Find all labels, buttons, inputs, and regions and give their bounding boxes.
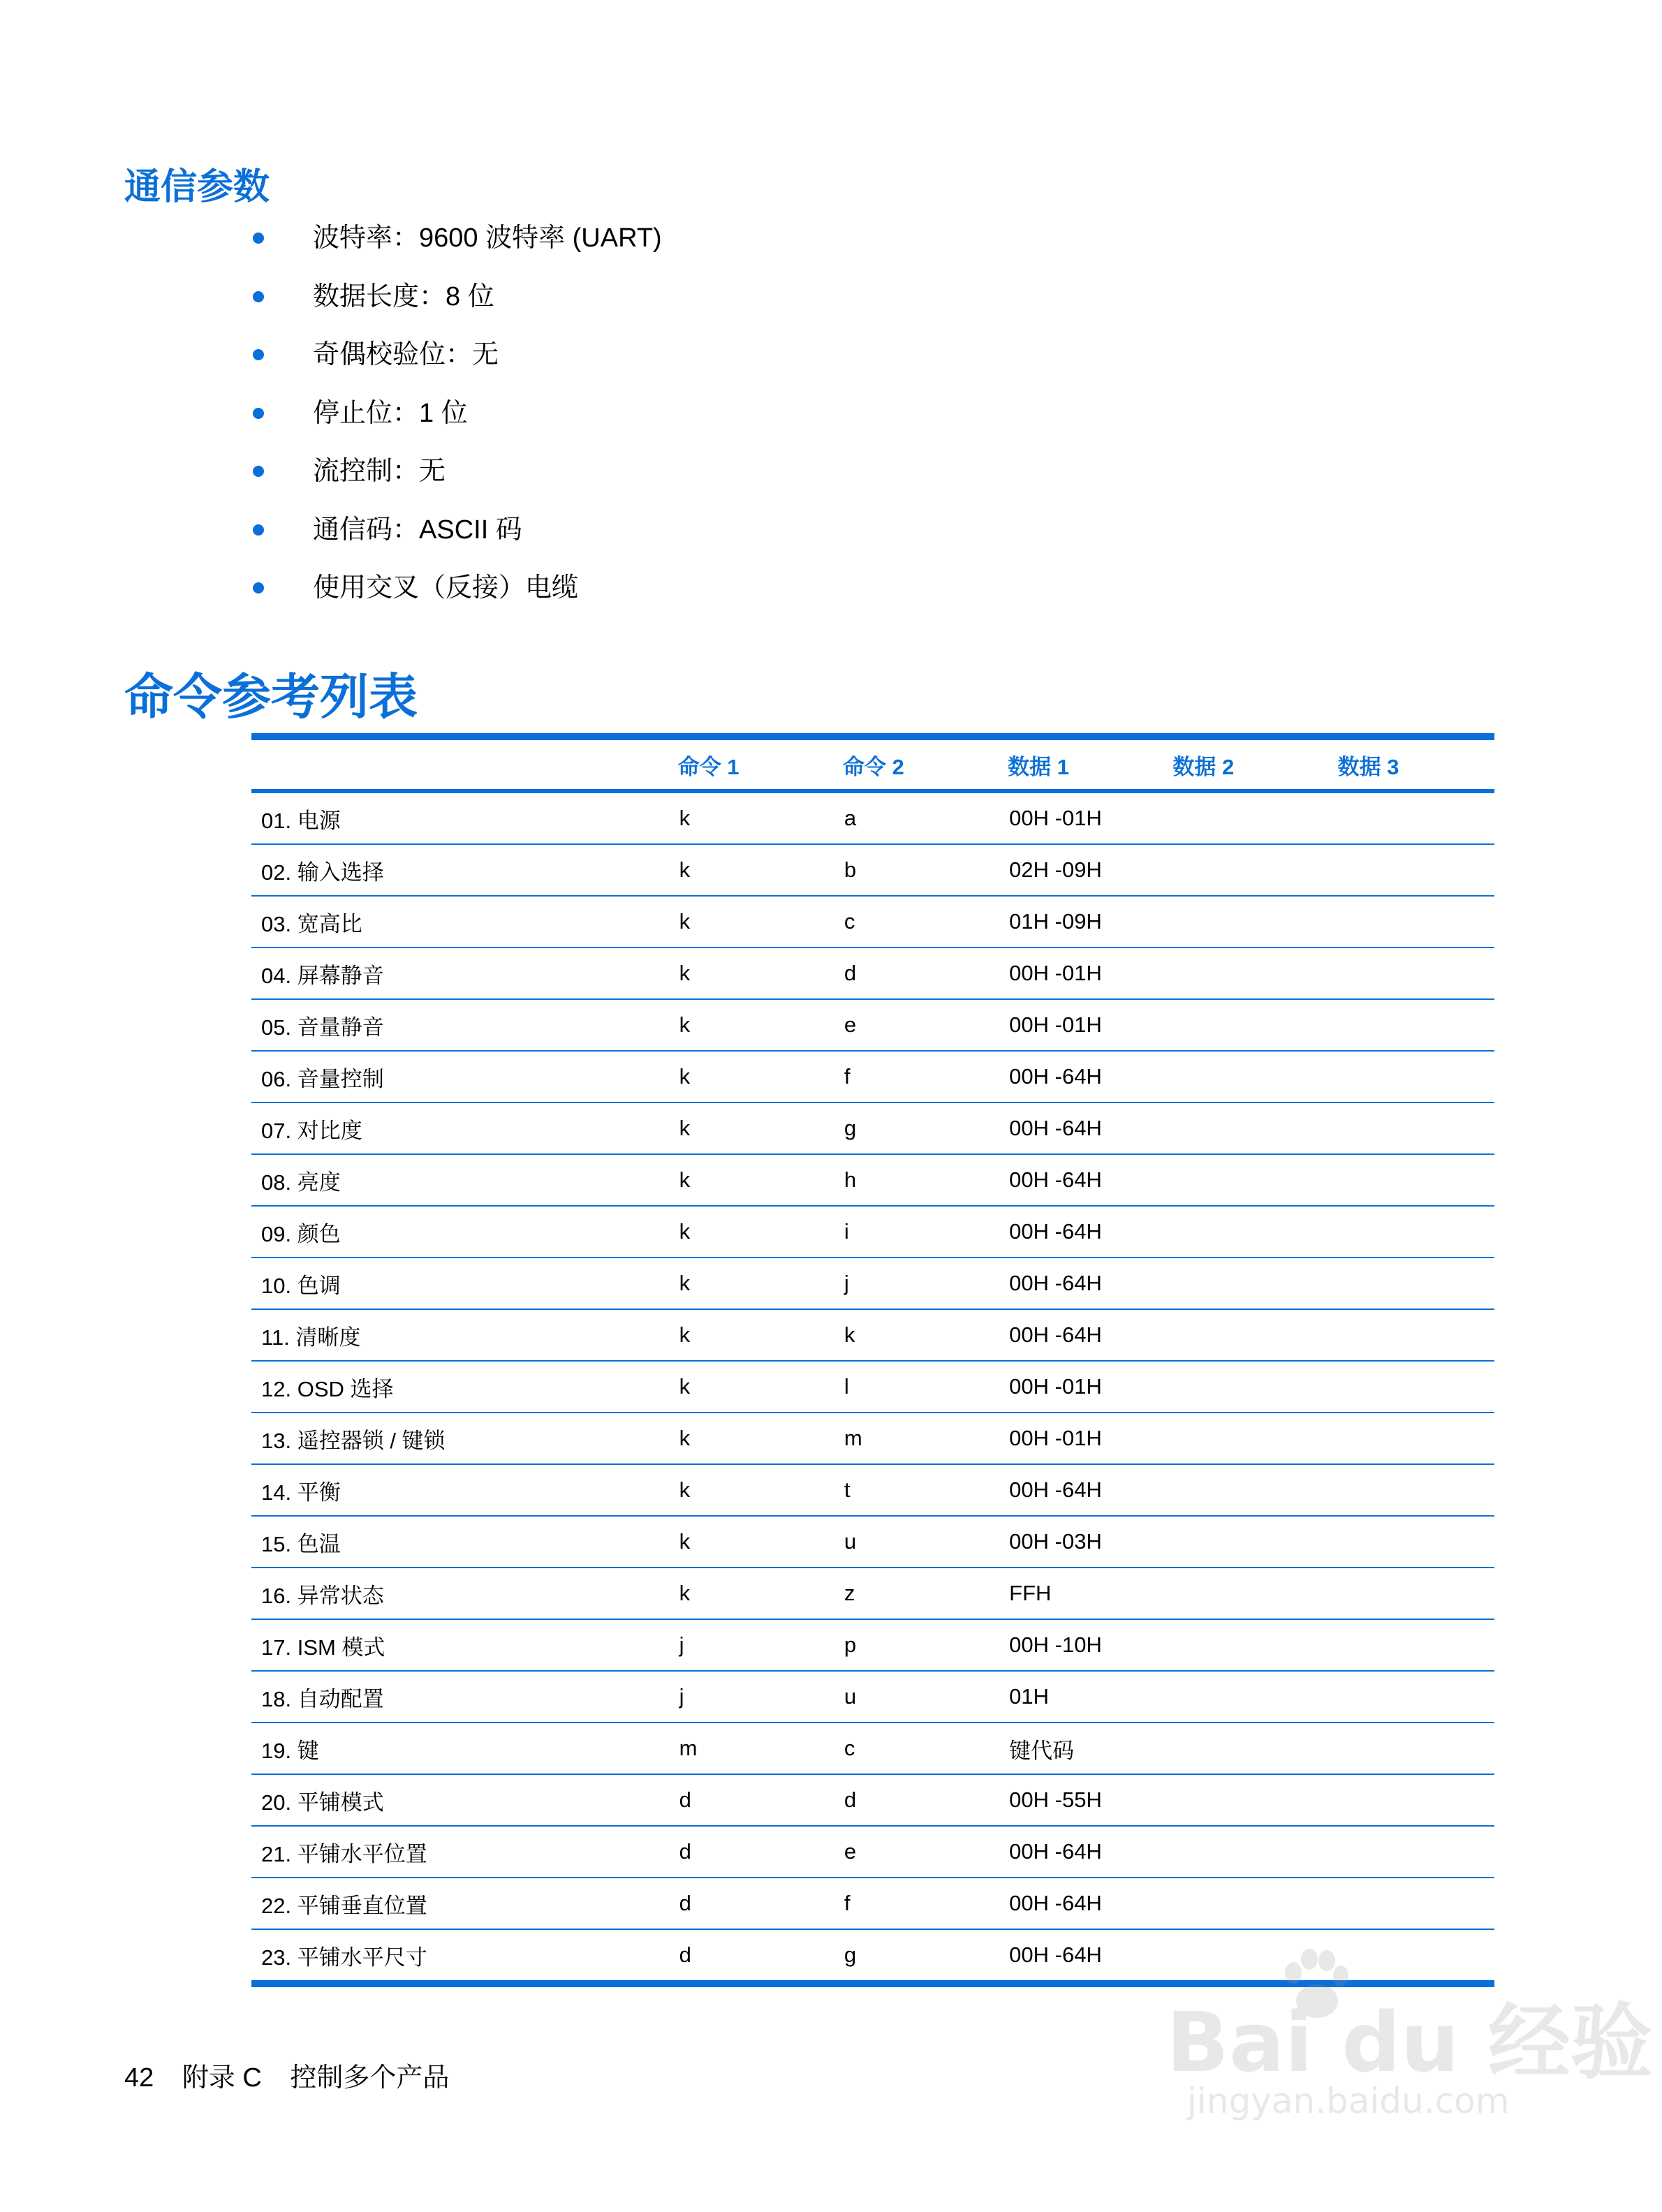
cell-data3 — [1330, 1671, 1494, 1723]
cell-data3 — [1330, 1619, 1494, 1671]
command-table — [251, 740, 1494, 1980]
cell-cmd2: t — [834, 1464, 999, 1516]
cell-name: 07. 对比度 — [251, 1103, 670, 1154]
cell-cmd2: g — [834, 1103, 999, 1154]
cell-cmd2: f — [834, 1878, 999, 1929]
cell-cmd1: k — [670, 1516, 834, 1568]
cell-name: 13. 遥控器锁 / 键锁 — [251, 1413, 670, 1464]
cell-data3 — [1330, 1516, 1494, 1568]
cell-cmd1: k — [670, 1206, 834, 1258]
cell-data2 — [1164, 999, 1329, 1051]
table-row — [251, 1361, 1494, 1413]
cell-cmd1: d — [670, 1878, 834, 1929]
cell-data3 — [1330, 1826, 1494, 1878]
cell-data2 — [1164, 1568, 1329, 1619]
cell-data1: 00H -64H — [999, 1103, 1164, 1154]
cell-data3 — [1330, 844, 1494, 896]
bullet-icon — [253, 582, 264, 593]
table-row — [251, 1774, 1494, 1826]
list-item: 数据长度：8 位 — [313, 279, 494, 314]
cell-cmd1: j — [670, 1671, 834, 1723]
cell-data3 — [1330, 1309, 1494, 1361]
table-row — [251, 948, 1494, 999]
cell-cmd1: k — [670, 1309, 834, 1361]
cell-cmd1: k — [670, 1103, 834, 1154]
cell-data1: 00H -55H — [999, 1774, 1164, 1826]
watermark — [1166, 1948, 1653, 2130]
appendix-label: 附录 C — [182, 2063, 262, 2093]
cell-data2 — [1164, 1206, 1329, 1258]
cell-data2 — [1164, 1258, 1329, 1309]
cell-cmd1: k — [670, 999, 834, 1051]
cell-cmd1: d — [670, 1774, 834, 1826]
header-cell-cmd2: 命令 2 — [842, 754, 904, 779]
cell-data2 — [1164, 1516, 1329, 1568]
header-cell-cmd1: 命令 1 — [677, 754, 740, 779]
cell-data3 — [1330, 1051, 1494, 1103]
cell-data1: FFH — [999, 1568, 1164, 1619]
cell-cmd2: z — [834, 1568, 999, 1619]
cell-cmd1: k — [670, 1464, 834, 1516]
bullet-icon — [253, 349, 264, 360]
cell-data3 — [1330, 1878, 1494, 1929]
cell-name: 22. 平铺垂直位置 — [251, 1878, 670, 1929]
cell-name: 03. 宽高比 — [251, 896, 670, 948]
cell-cmd1: k — [670, 948, 834, 999]
cell-data1: 00H -64H — [999, 1826, 1164, 1878]
cell-name: 18. 自动配置 — [251, 1671, 670, 1723]
header-cell-name — [251, 740, 670, 791]
header-cell-data3: 数据 3 — [1337, 754, 1399, 779]
cell-data3 — [1330, 1568, 1494, 1619]
cell-cmd2: b — [834, 844, 999, 896]
header-cell-data2: 数据 2 — [1172, 754, 1235, 779]
cell-cmd2: u — [834, 1516, 999, 1568]
cell-cmd2: c — [834, 896, 999, 948]
cell-name: 01. 电源 — [251, 791, 670, 844]
cell-name: 04. 屏幕静音 — [251, 948, 670, 999]
bullet-icon — [253, 408, 264, 419]
cell-data3 — [1330, 1206, 1494, 1258]
watermark-url: jingyan.baidu.com — [1187, 2081, 1510, 2121]
cell-cmd2: j — [834, 1258, 999, 1309]
cell-data3 — [1330, 1723, 1494, 1774]
cell-data3 — [1330, 948, 1494, 999]
cell-data2 — [1164, 1051, 1329, 1103]
cell-data1: 00H -01H — [999, 1413, 1164, 1464]
command-table-body — [251, 791, 1494, 1980]
cell-name: 08. 亮度 — [251, 1154, 670, 1206]
cell-cmd2: d — [834, 948, 999, 999]
cell-data3 — [1330, 791, 1494, 844]
cell-data1: 00H -64H — [999, 1878, 1164, 1929]
cell-cmd2: p — [834, 1619, 999, 1671]
table-row — [251, 1309, 1494, 1361]
cell-data2 — [1164, 844, 1329, 896]
cell-cmd1: k — [670, 1361, 834, 1413]
cell-cmd2: m — [834, 1413, 999, 1464]
cell-cmd1: k — [670, 1051, 834, 1103]
table-row — [251, 1878, 1494, 1929]
cell-cmd1: k — [670, 791, 834, 844]
cell-data3 — [1330, 1413, 1494, 1464]
table-row — [251, 896, 1494, 948]
cell-data2 — [1164, 1103, 1329, 1154]
cell-data2 — [1164, 948, 1329, 999]
table-row — [251, 1671, 1494, 1723]
bullet-icon — [253, 291, 264, 302]
table-row — [251, 791, 1494, 844]
cell-data1: 00H -01H — [999, 1361, 1164, 1413]
cell-data1: 00H -10H — [999, 1619, 1164, 1671]
table-row — [251, 1516, 1494, 1568]
cell-cmd2: u — [834, 1671, 999, 1723]
cell-data1: 00H -01H — [999, 791, 1164, 844]
table-top-rule — [251, 733, 1494, 740]
header-cell-data1: 数据 1 — [1008, 754, 1070, 779]
cell-data1: 键代码 — [999, 1723, 1164, 1774]
bullet-icon — [253, 233, 264, 244]
table-row — [251, 1103, 1494, 1154]
bullet-icon — [253, 524, 264, 536]
table-row — [251, 1826, 1494, 1878]
cell-data3 — [1330, 1258, 1494, 1309]
list-item: 波特率：9600 波特率 (UART) — [313, 221, 662, 256]
cell-cmd2: h — [834, 1154, 999, 1206]
cell-data1: 01H — [999, 1671, 1164, 1723]
cell-cmd2: i — [834, 1206, 999, 1258]
chapter-title: 控制多个产品 — [290, 2063, 450, 2093]
cell-data2 — [1164, 896, 1329, 948]
cell-data2 — [1164, 1723, 1329, 1774]
cell-data1: 00H -01H — [999, 999, 1164, 1051]
cell-cmd2: a — [834, 791, 999, 844]
cell-cmd2: e — [834, 999, 999, 1051]
bullet-icon — [253, 466, 264, 477]
table-row — [251, 844, 1494, 896]
cell-cmd2: g — [844, 1942, 857, 1967]
cell-data1: 02H -09H — [999, 844, 1164, 896]
table-row — [251, 1258, 1494, 1309]
list-item: 奇偶校验位：无 — [313, 337, 499, 372]
cell-data3 — [1330, 1774, 1494, 1826]
cell-name: 23. 平铺水平尺寸 — [261, 1945, 427, 1970]
cell-cmd1: k — [670, 1568, 834, 1619]
cell-data2 — [1164, 1826, 1329, 1878]
cell-data2 — [1164, 791, 1329, 844]
cell-name: 20. 平铺模式 — [251, 1774, 670, 1826]
list-item: 流控制：无 — [313, 454, 446, 489]
cell-data2 — [1164, 1413, 1329, 1464]
cell-cmd1: d — [679, 1942, 691, 1967]
cell-data1: 00H -64H — [999, 1309, 1164, 1361]
cell-data2 — [1164, 1309, 1329, 1361]
list-item: 通信码：ASCII 码 — [313, 513, 522, 547]
cell-data3 — [1330, 999, 1494, 1051]
cell-cmd1: d — [670, 1826, 834, 1878]
table-row — [251, 1206, 1494, 1258]
cell-data1: 00H -01H — [999, 948, 1164, 999]
table-row — [251, 1464, 1494, 1516]
cell-cmd2: l — [834, 1361, 999, 1413]
table-row — [251, 1413, 1494, 1464]
cell-data2 — [1164, 1619, 1329, 1671]
page-number: 42 — [124, 2063, 154, 2093]
cell-name: 12. OSD 选择 — [251, 1361, 670, 1413]
cell-cmd2: f — [834, 1051, 999, 1103]
cell-data1: 00H -64H — [999, 1464, 1164, 1516]
cell-data2 — [1164, 1361, 1329, 1413]
cell-data2 — [1164, 1154, 1329, 1206]
section-heading-command-reference: 命令参考列表 — [124, 668, 418, 725]
cell-data1: 00H -64H — [999, 1051, 1164, 1103]
table-header-row — [251, 740, 1494, 791]
cell-name: 17. ISM 模式 — [251, 1619, 670, 1671]
cell-cmd2: e — [834, 1826, 999, 1878]
cell-data1: 00H -64H — [999, 1258, 1164, 1309]
cell-name: 05. 音量静音 — [251, 999, 670, 1051]
cell-cmd1: j — [670, 1619, 834, 1671]
cell-cmd1: k — [670, 1258, 834, 1309]
list-item: 停止位：1 位 — [313, 396, 468, 431]
cell-name: 10. 色调 — [251, 1258, 670, 1309]
cell-data1: 00H -64H — [999, 1206, 1164, 1258]
watermark-brand: Bai du 经验 — [1166, 1994, 1653, 2091]
cell-name: 09. 颜色 — [251, 1206, 670, 1258]
cell-name: 21. 平铺水平位置 — [251, 1826, 670, 1878]
page-footer — [124, 2056, 470, 2094]
cell-name: 02. 输入选择 — [251, 844, 670, 896]
cell-name: 15. 色温 — [251, 1516, 670, 1568]
table-row — [251, 1154, 1494, 1206]
table-row — [251, 999, 1494, 1051]
cell-data1: 00H -64H — [999, 1154, 1164, 1206]
cell-name: 06. 音量控制 — [251, 1051, 670, 1103]
list-item: 使用交叉（反接）电缆 — [313, 570, 578, 605]
cell-cmd2: c — [834, 1723, 999, 1774]
cell-data1: 00H -03H — [999, 1516, 1164, 1568]
command-table-container — [251, 733, 1494, 1987]
cell-data3 — [1330, 1361, 1494, 1413]
cell-cmd1: k — [670, 1413, 834, 1464]
cell-data3 — [1330, 896, 1494, 948]
table-row — [251, 1051, 1494, 1103]
cell-data2 — [1164, 1878, 1329, 1929]
cell-data1: 00H -64H — [1009, 1942, 1102, 1967]
table-row — [251, 1619, 1494, 1671]
cell-data3 — [1330, 1154, 1494, 1206]
table-row — [251, 1568, 1494, 1619]
cell-cmd1: k — [670, 1154, 834, 1206]
section-heading-comm-params: 通信参数 — [124, 166, 270, 208]
cell-name: 19. 键 — [251, 1723, 670, 1774]
cell-data3 — [1330, 1464, 1494, 1516]
cell-name: 14. 平衡 — [251, 1464, 670, 1516]
cell-data2 — [1164, 1464, 1329, 1516]
cell-cmd1: m — [670, 1723, 834, 1774]
cell-cmd1: k — [670, 896, 834, 948]
cell-cmd2: k — [834, 1309, 999, 1361]
cell-name: 16. 异常状态 — [251, 1568, 670, 1619]
cell-data2 — [1164, 1671, 1329, 1723]
cell-data3 — [1330, 1103, 1494, 1154]
cell-name: 11. 清晰度 — [251, 1309, 670, 1361]
cell-cmd1: k — [670, 844, 834, 896]
cell-cmd2: d — [834, 1774, 999, 1826]
cell-data2 — [1164, 1774, 1329, 1826]
table-row — [251, 1723, 1494, 1774]
cell-data1: 01H -09H — [999, 896, 1164, 948]
